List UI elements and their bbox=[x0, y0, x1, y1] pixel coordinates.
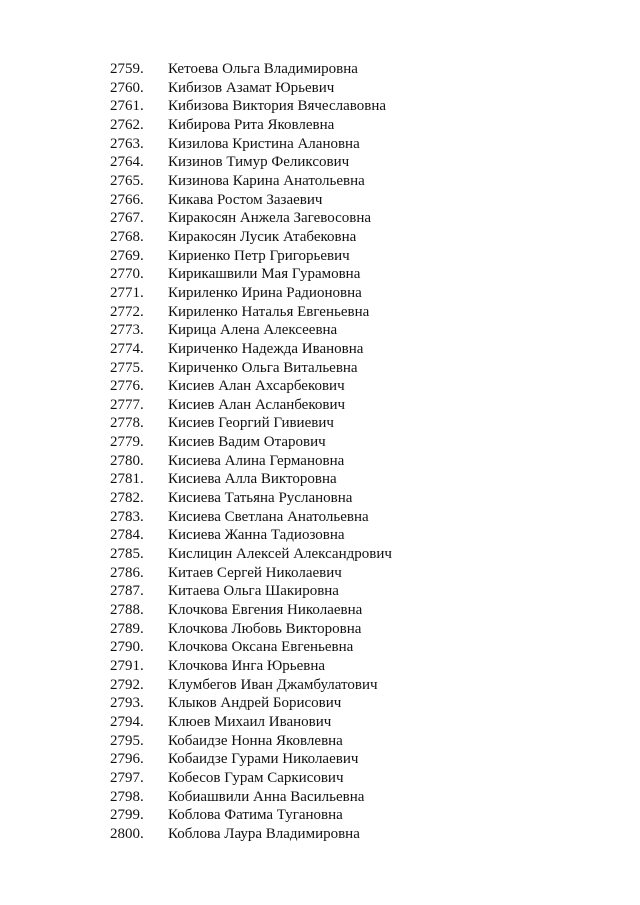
entry-name: Клочкова Евгения Николаевна bbox=[168, 602, 363, 619]
entry-number: 2770. bbox=[110, 266, 144, 283]
list-item bbox=[0, 60, 640, 79]
entry-name: Коблова Лаура Владимировна bbox=[168, 825, 360, 842]
entry-number: 2782. bbox=[110, 490, 144, 507]
entry-number: 2795. bbox=[110, 732, 144, 749]
entry-name: Кибирова Рита Яковлевна bbox=[168, 116, 335, 133]
entry-name: Кисиев Алан Ахсарбекович bbox=[168, 378, 345, 395]
entry-name: Кизинов Тимур Феликсович bbox=[168, 154, 350, 171]
entry-name: Кибизова Виктория Вячеславовна bbox=[168, 98, 387, 115]
entry-number: 2765. bbox=[110, 172, 144, 189]
entry-name: Клумбегов Иван Джамбулатович bbox=[168, 676, 378, 693]
entry-number: 2775. bbox=[110, 359, 144, 376]
entry-number: 2781. bbox=[110, 471, 144, 488]
entry-number: 2783. bbox=[110, 508, 144, 525]
entry-name: Киракосян Анжела Загевосовна bbox=[168, 210, 372, 227]
list-item bbox=[0, 153, 640, 172]
entry-name: Кириленко Наталья Евгеньевна bbox=[168, 303, 370, 320]
entry-number: 2785. bbox=[110, 546, 144, 563]
list-item bbox=[0, 582, 640, 601]
list-item bbox=[0, 265, 640, 284]
entry-number: 2773. bbox=[110, 322, 144, 339]
entry-name: Кисиев Георгий Гивиевич bbox=[168, 415, 334, 432]
entry-name: Коблова Фатима Тугановна bbox=[168, 807, 343, 824]
list-item bbox=[0, 769, 640, 788]
entry-name: Клочкова Любовь Викторовна bbox=[168, 620, 362, 637]
list-item bbox=[0, 209, 640, 228]
list-item bbox=[0, 191, 640, 210]
entry-number: 2760. bbox=[110, 79, 144, 96]
entry-number: 2761. bbox=[110, 98, 144, 115]
entry-number: 2764. bbox=[110, 154, 144, 171]
entry-number: 2771. bbox=[110, 284, 144, 301]
list-item bbox=[0, 620, 640, 639]
entry-number: 2796. bbox=[110, 751, 144, 768]
entry-name: Клюев Михаил Иванович bbox=[168, 713, 332, 730]
entry-name: Кирица Алена Алексеевна bbox=[168, 322, 338, 339]
entry-name: Клочкова Инга Юрьевна bbox=[168, 658, 326, 674]
list-item bbox=[0, 284, 640, 303]
entry-number: 2792. bbox=[110, 676, 144, 693]
entry-number: 2780. bbox=[110, 452, 144, 469]
entry-number: 2798. bbox=[110, 788, 144, 805]
entry-number: 2768. bbox=[110, 228, 144, 245]
list-item bbox=[0, 750, 640, 769]
list-item bbox=[0, 732, 640, 751]
entry-name: Кизинова Карина Анатольевна bbox=[168, 172, 365, 189]
list-item bbox=[0, 228, 640, 247]
list-item bbox=[0, 694, 640, 713]
entry-name: Кобаидзе Нонна Яковлевна bbox=[168, 732, 343, 749]
entry-name: Клочкова Оксана Евгеньевна bbox=[168, 639, 354, 656]
entry-number: 2763. bbox=[110, 135, 144, 152]
list-item bbox=[0, 359, 640, 378]
entry-name: Кириченко Надежда Ивановна bbox=[168, 340, 364, 357]
entry-name: Клыков Андрей Борисович bbox=[168, 695, 342, 712]
entry-number: 2787. bbox=[110, 583, 144, 600]
numbered-name-list bbox=[0, 60, 640, 844]
entry-name: Кисиева Татьяна Руслановна bbox=[168, 490, 353, 507]
list-item bbox=[0, 545, 640, 564]
entry-name: Кобаидзе Гурами Николаевич bbox=[168, 751, 359, 768]
list-item bbox=[0, 247, 640, 266]
entry-number: 2793. bbox=[110, 695, 144, 712]
list-item bbox=[0, 713, 640, 732]
entry-number: 2777. bbox=[110, 396, 144, 413]
entry-name: Кисиева Жанна Тадиозовна bbox=[168, 527, 345, 544]
entry-name: Кобиашвили Анна Васильевна bbox=[168, 788, 365, 805]
list-item bbox=[0, 377, 640, 396]
entry-name: Кобесов Гурам Саркисович bbox=[168, 769, 344, 786]
entry-name: Кириенко Петр Григорьевич bbox=[168, 247, 350, 264]
list-item bbox=[0, 676, 640, 695]
entry-name: Кисиева Алина Германовна bbox=[168, 452, 345, 469]
list-item bbox=[0, 321, 640, 340]
entry-name: Кирикашвили Мая Гурамовна bbox=[168, 266, 361, 283]
list-item bbox=[0, 172, 640, 191]
list-item bbox=[0, 489, 640, 508]
entry-number: 2797. bbox=[110, 769, 144, 786]
entry-name: Кетоева Ольга Владимировна bbox=[168, 61, 358, 77]
entry-name: Кириченко Ольга Витальевна bbox=[168, 359, 358, 376]
list-item bbox=[0, 135, 640, 154]
entry-number: 2772. bbox=[110, 303, 144, 320]
list-item bbox=[0, 97, 640, 116]
list-item bbox=[0, 116, 640, 135]
entry-name: Китаева Ольга Шакировна bbox=[168, 583, 339, 600]
entry-number: 2784. bbox=[110, 527, 144, 544]
entry-number: 2774. bbox=[110, 340, 144, 357]
entry-number: 2779. bbox=[110, 434, 144, 451]
list-item bbox=[0, 414, 640, 433]
entry-number: 2790. bbox=[110, 639, 144, 656]
entry-name: Кисиев Вадим Отарович bbox=[168, 434, 326, 451]
list-item bbox=[0, 526, 640, 545]
entry-name: Кизилова Кристина Алановна bbox=[168, 135, 360, 152]
entry-name: Кисиев Алан Асланбекович bbox=[168, 396, 346, 413]
entry-number: 2778. bbox=[110, 415, 144, 432]
entry-number: 2769. bbox=[110, 247, 144, 264]
entry-number: 2767. bbox=[110, 210, 144, 227]
entry-name: Кикава Ростом Зазаевич bbox=[168, 191, 323, 208]
list-item bbox=[0, 638, 640, 657]
entry-number: 2791. bbox=[110, 658, 144, 674]
entry-name: Кибизов Азамат Юрьевич bbox=[168, 79, 335, 96]
entry-name: Кисиева Светлана Анатольевна bbox=[168, 508, 369, 525]
list-item bbox=[0, 788, 640, 807]
list-item bbox=[0, 470, 640, 489]
entry-name: Кириленко Ирина Радионовна bbox=[168, 284, 362, 301]
entry-number: 2789. bbox=[110, 620, 144, 637]
entry-number: 2788. bbox=[110, 602, 144, 619]
list-item bbox=[0, 340, 640, 359]
entry-number: 2794. bbox=[110, 713, 144, 730]
list-item bbox=[0, 433, 640, 452]
entry-number: 2766. bbox=[110, 191, 144, 208]
list-item bbox=[0, 303, 640, 322]
entry-name: Китаев Сергей Николаевич bbox=[168, 564, 342, 581]
list-item bbox=[0, 806, 640, 825]
list-item bbox=[0, 452, 640, 471]
list-item bbox=[0, 564, 640, 583]
list-item bbox=[0, 508, 640, 527]
list-item bbox=[0, 657, 640, 676]
list-item bbox=[0, 601, 640, 620]
entry-number: 2759. bbox=[110, 61, 144, 77]
list-item bbox=[0, 79, 640, 98]
entry-number: 2776. bbox=[110, 378, 144, 395]
list-item bbox=[0, 396, 640, 415]
list-item bbox=[0, 825, 640, 844]
entry-name: Кислицин Алексей Александрович bbox=[168, 546, 392, 563]
entry-number: 2786. bbox=[110, 564, 144, 581]
entry-name: Кисиева Алла Викторовна bbox=[168, 471, 337, 488]
entry-number: 2800. bbox=[110, 825, 144, 842]
entry-name: Киракосян Лусик Атабековна bbox=[168, 228, 357, 245]
entry-number: 2762. bbox=[110, 116, 144, 133]
entry-number: 2799. bbox=[110, 807, 144, 824]
